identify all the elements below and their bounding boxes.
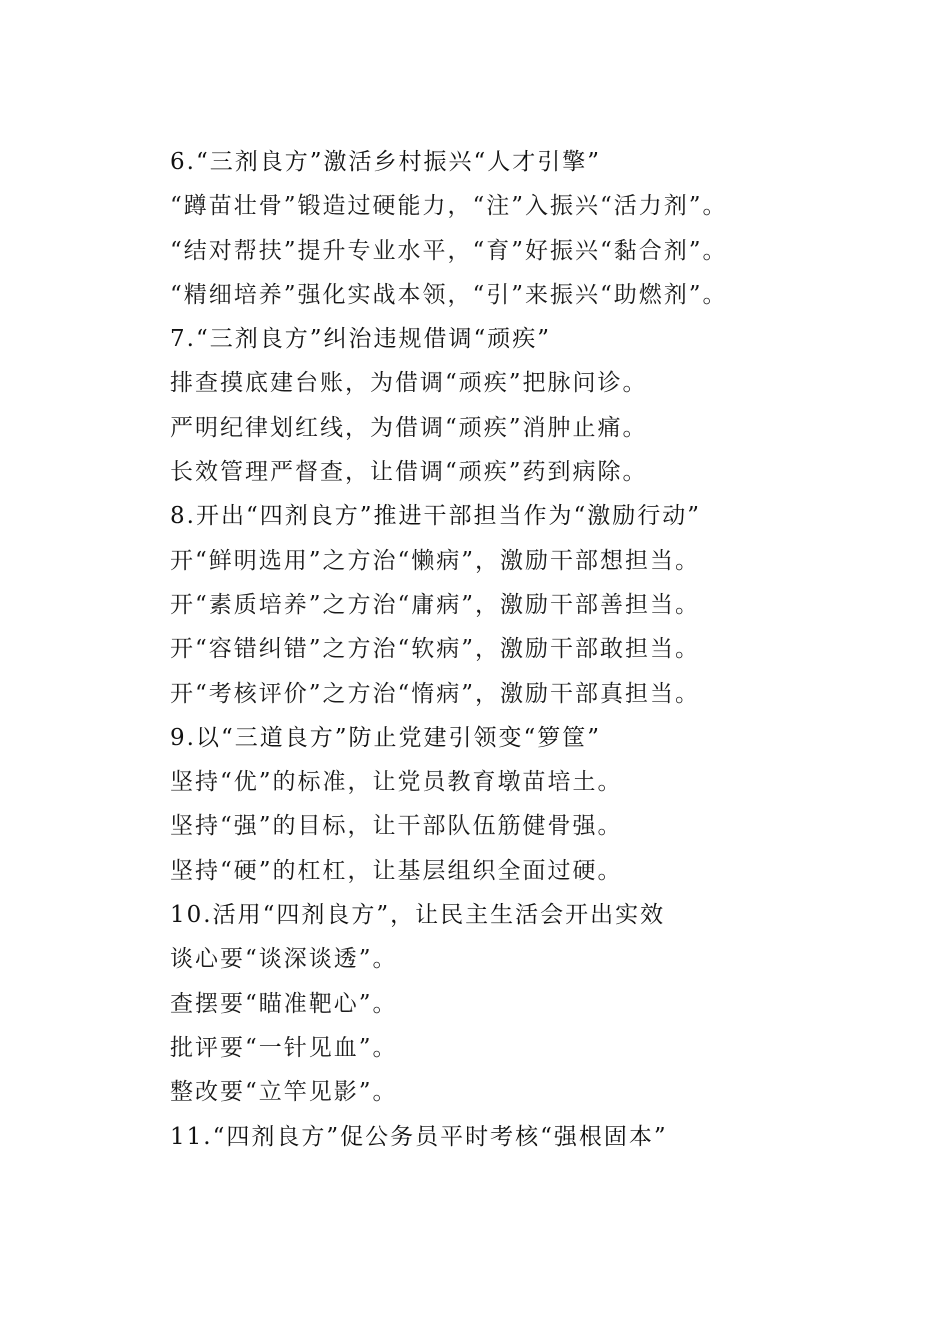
list-item: 长效管理严督查，让借调“顽疾”药到病除。 [170,459,648,486]
section-heading: 9.以“三道良方”防止党建引领变“箩筐” [170,724,601,751]
list-item: “蹲苗壮骨”锻造过硬能力，“注”入振兴“活力剂”。 [170,193,728,220]
list-item: 开“鲜明选用”之方治“懒病”，激励干部想担当。 [170,547,701,574]
section-heading: 10.活用“四剂良方”，让民主生活会开出实效 [170,902,666,929]
list-item: 查摆要“瞄准靶心”。 [170,990,398,1017]
list-item: 严明纪律划红线，为借调“顽疾”消肿止痛。 [170,414,648,441]
list-item: 坚持“优”的标准，让党员教育墩苗培土。 [170,769,623,796]
list-item: 整改要“立竿见影”。 [170,1079,398,1106]
section-heading: 7.“三剂良方”纠治违规借调“顽疾” [170,326,551,353]
list-item: 批评要“一针见血”。 [170,1034,398,1061]
section-heading: 11.“四剂良方”促公务员平时考核“强根固本” [170,1123,668,1150]
list-item: 谈心要“谈深谈透”。 [170,946,398,973]
list-item: 开“考核评价”之方治“惰病”，激励干部真担当。 [170,680,701,707]
section-heading: 6.“三剂良方”激活乡村振兴“人才引擎” [170,149,601,175]
list-item: 开“素质培养”之方治“庸病”，激励干部善担当。 [170,591,701,618]
list-item: “结对帮扶”提升专业水平，“育”好振兴“黏合剂”。 [170,237,728,264]
list-item: “精细培养”强化实战本领，“引”来振兴“助燃剂”。 [170,281,728,308]
list-item: 坚持“强”的目标，让干部队伍筋健骨强。 [170,813,623,840]
list-item: 开“容错纠错”之方治“软病”，激励干部敢担当。 [170,636,701,663]
list-item: 排查摸底建台账，为借调“顽疾”把脉问诊。 [170,370,648,397]
list-item: 坚持“硬”的杠杠，让基层组织全面过硬。 [170,857,623,884]
section-heading: 8.开出“四剂良方”推进干部担当作为“激励行动” [170,503,701,530]
document-body [170,140,890,1159]
